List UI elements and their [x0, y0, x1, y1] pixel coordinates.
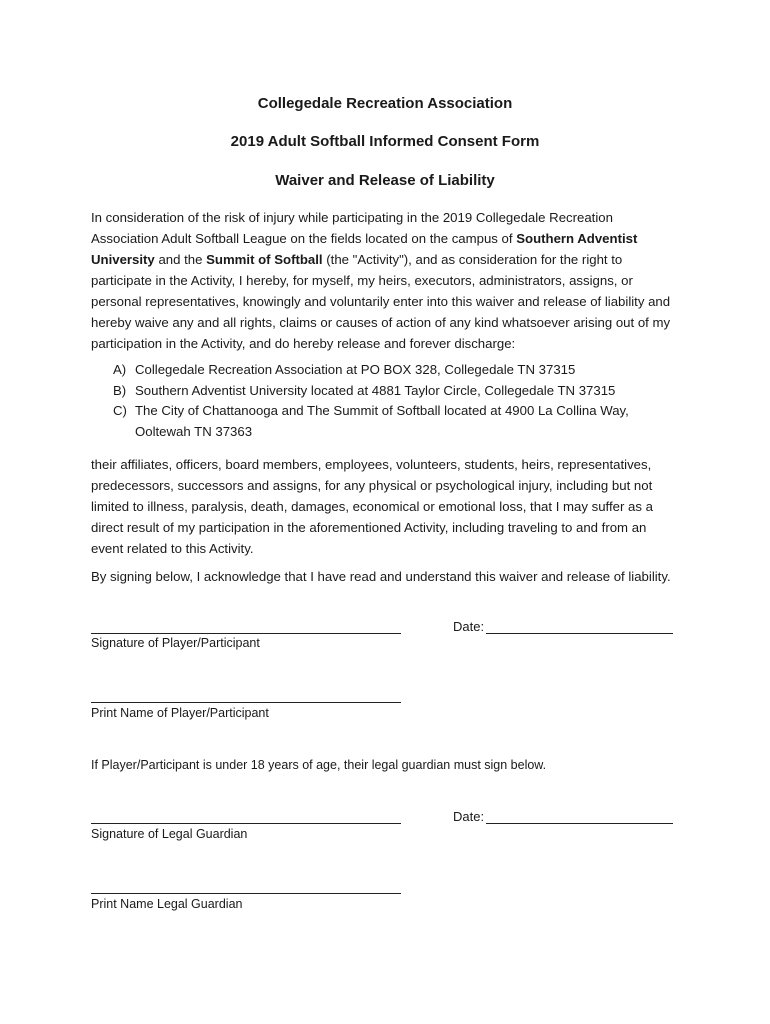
list-item-text: Collegedale Recreation Association at PO BOX 328, Collegedale TN 37315 — [135, 362, 576, 377]
affiliates-paragraph: their affiliates, officers, board members, employees, volunteers, students, heirs, representatives, predecessors, successors and assigns, for any physical or psychological injury, including but not limited to illness, paralysis, death, damages, economical or emotional loss, that I may suffer as a direct result of my participation in the aforementioned Activity, including traveling to and from an event related to this Activity. — [91, 457, 653, 556]
list-marker: A) — [113, 362, 127, 377]
intro-text-3: (the "Activity"), and as consideration for the right to participate in the Activity, I hereby, for myself, my heirs, executors, administrators, assigns, or personal representatives, knowingly and voluntarily enter into this waiver and release of liability and hereby waive any and all rights, claims or causes of action of any kind whatsoever arising out of my participation in the Activity, and do hereby release and forever discharge: — [91, 252, 671, 351]
guardian-print-name-line[interactable] — [91, 893, 401, 894]
intro-paragraph — [91, 207, 681, 354]
list-marker: B) — [113, 382, 127, 398]
list-marker: C) — [113, 403, 127, 418]
organization-title: Collegedale Recreation Association — [257, 95, 513, 112]
player-signature-line[interactable] — [91, 633, 401, 634]
guardian-date-label: Date: — [453, 809, 485, 824]
list-item-text: Southern Adventist University located at 4881 Taylor Circle, Collegedale TN 37315 — [135, 382, 616, 398]
acknowledgement-paragraph: By signing below, I acknowledge that I have read and understand this waiver and release of liability. — [91, 569, 671, 584]
player-print-name-line[interactable] — [91, 702, 401, 703]
guardian-date-line[interactable] — [486, 823, 673, 824]
intro-text-2: and the — [154, 252, 207, 267]
list-item — [91, 381, 681, 402]
minor-guardian-notice: If Player/Participant is under 18 years of age, their legal guardian must sign below. — [91, 758, 547, 772]
player-date-line[interactable] — [486, 633, 673, 634]
released-parties-list — [91, 360, 681, 442]
waiver-subtitle: Waiver and Release of Liability — [275, 172, 495, 189]
guardian-print-name-label: Print Name Legal Guardian — [91, 897, 243, 911]
guardian-signature-label: Signature of Legal Guardian — [91, 827, 248, 841]
intro-bold-summit: Summit of Softball — [206, 252, 323, 267]
list-item-text: The City of Chattanooga and The Summit of Softball located at 4900 La Collina Way, Ooltewah TN 37363 — [135, 403, 629, 439]
intro-text-1: In consideration of the risk of injury while participating in the 2019 Collegedale Recreation Association Adult Softball League on the fields located on the campus of — [91, 210, 613, 246]
list-item — [91, 360, 681, 381]
list-item — [91, 401, 681, 442]
player-print-name-label: Print Name of Player/Participant — [91, 706, 269, 720]
form-title: 2019 Adult Softball Informed Consent Form — [230, 133, 540, 150]
intro-bold-university: Southern Adventist University — [91, 231, 638, 267]
player-date-label: Date: — [453, 619, 485, 634]
player-signature-label: Signature of Player/Participant — [91, 636, 260, 650]
guardian-signature-line[interactable] — [91, 823, 401, 824]
